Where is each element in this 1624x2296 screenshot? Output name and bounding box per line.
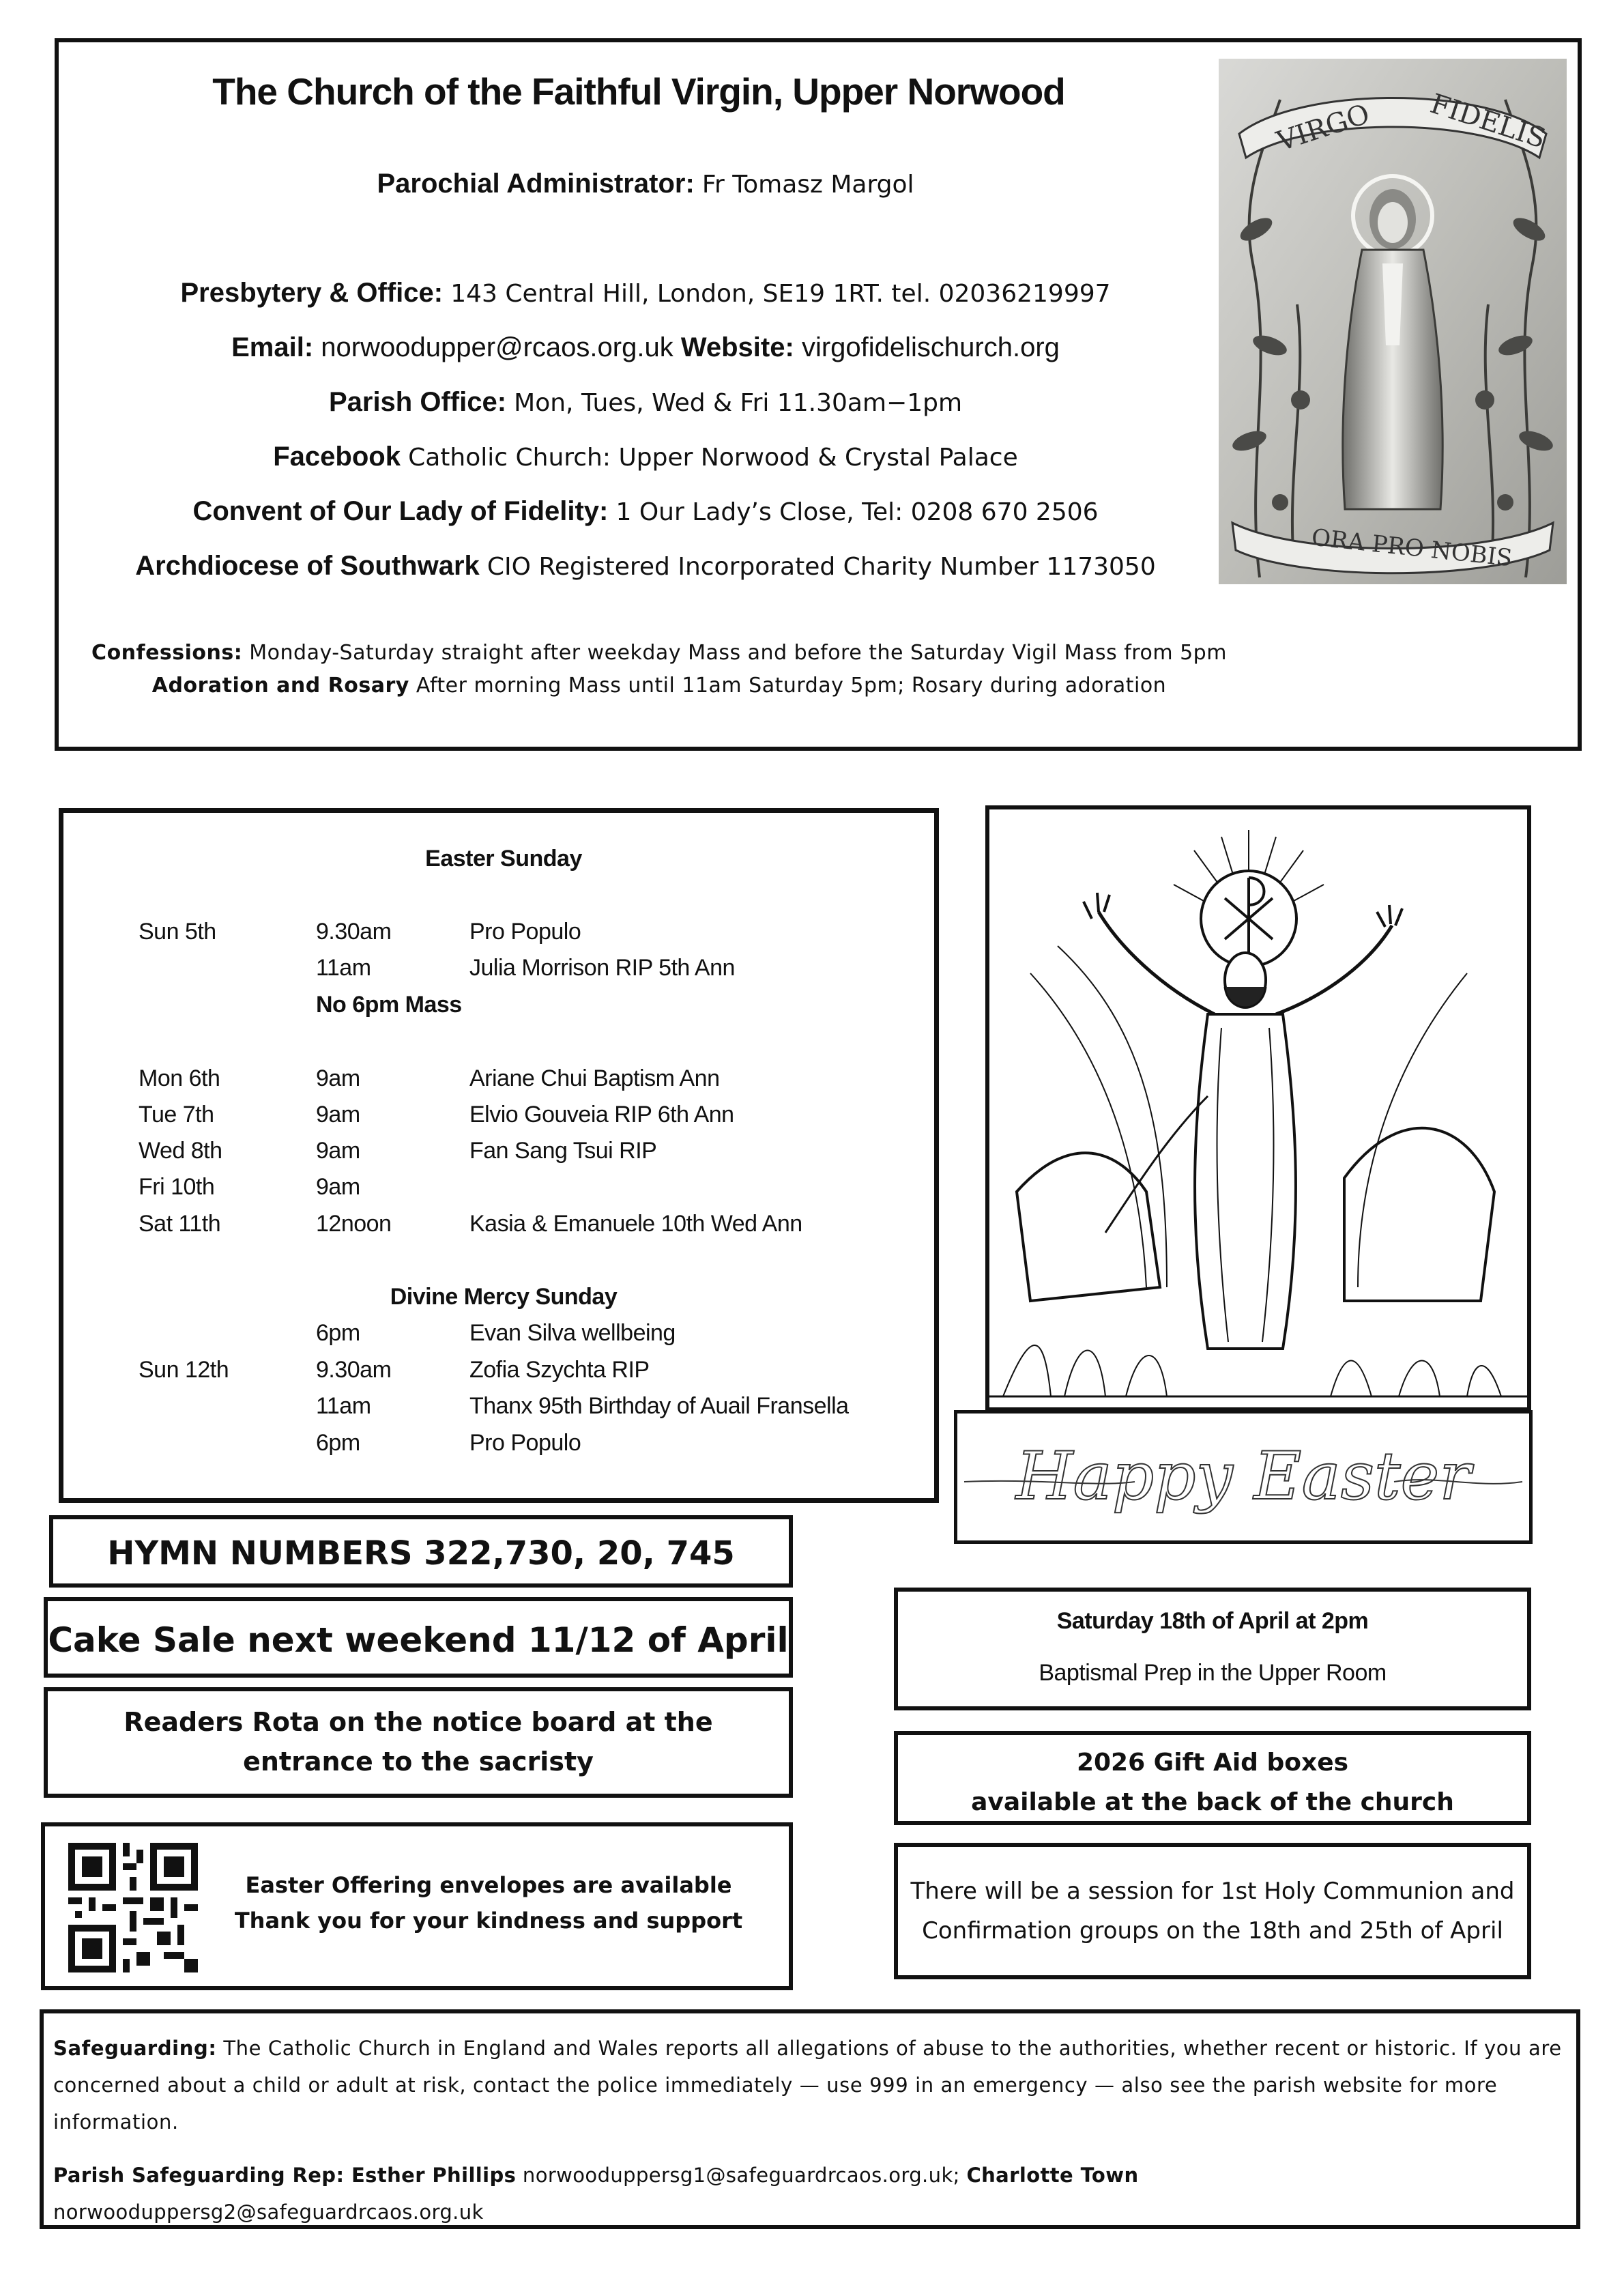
banner-text-ora-pro-nobis: ORA PRO NOBIS <box>1310 523 1514 573</box>
communion-line1: There will be a session for 1st Holy Communion and <box>910 1878 1515 1905</box>
mass-list <box>63 813 944 1508</box>
email-line: Email: norwoodupper@rcaos.org.uk Website: virgofidelischurch.org <box>231 332 1060 362</box>
presbytery-line: Presbytery & Office: 143 Central Hill, London, SE19 1RT. tel. 02036219997 <box>180 278 1111 308</box>
baptism-prep-title: Saturday 18th of April at 2pm <box>1056 1608 1369 1634</box>
mass-row: Sun 12th 9.30am Zofia Szychta RIP <box>139 1357 650 1383</box>
easter-offering-line1: Easter Offering envelopes are available <box>245 1872 732 1898</box>
communion-box <box>894 1843 1531 1979</box>
mass-row: 6pm Pro Populo <box>316 1430 581 1456</box>
cake-sale-box <box>44 1597 793 1678</box>
divine-mercy-heading: Divine Mercy Sunday <box>390 1284 618 1310</box>
mass-row: Fri 10th 9am <box>139 1174 360 1200</box>
mass-row: 11am Julia Morrison RIP 5th Ann <box>316 955 735 981</box>
adoration-line: Adoration and Rosary After morning Mass until 11am Saturday 5pm; Rosary during adoration <box>151 674 1167 698</box>
rep-email-1[interactable]: norwooduppersg1@safeguardrcaos.org.uk; <box>522 2164 960 2187</box>
mass-row: Tue 7th 9am Elvio Gouveia RIP 6th Ann <box>139 1102 734 1128</box>
gift-aid-box <box>894 1731 1531 1825</box>
mass-row: Sun 5th 9.30am Pro Populo <box>139 919 581 945</box>
mass-row: 6pm Evan Silva wellbeing <box>316 1320 676 1346</box>
readers-rota-box <box>44 1687 793 1798</box>
confessions-line: Confessions: Monday-Saturday straight after weekday Mass and before the Saturday Vigil Mass from 5pm <box>91 641 1227 665</box>
mass-schedule-box <box>59 808 939 1503</box>
mass-row: Sat 11th 12noon Kasia & Emanuele 10th Wed Ann <box>139 1211 802 1237</box>
convent-line: Convent of Our Lady of Fidelity: 1 Our Lady’s Close, Tel: 0208 670 2506 <box>192 496 1099 526</box>
baptism-prep-text: Baptismal Prep in the Upper Room <box>1039 1660 1387 1686</box>
gift-aid-line1: 2026 Gift Aid boxes <box>1076 1749 1349 1777</box>
hymn-numbers-box <box>49 1515 793 1588</box>
archdiocese-line: Archdiocese of Southwark CIO Registered Incorporated Charity Number 1173050 <box>135 551 1156 581</box>
mass-row: Mon 6th 9am Ariane Chui Baptism Ann <box>139 1065 720 1091</box>
risen-christ-image <box>985 805 1531 1411</box>
readers-rota-line2: entrance to the sacristy <box>243 1747 594 1777</box>
happy-easter-text: Happy Easter <box>1015 1438 1471 1515</box>
mass-row: Wed 8th 9am Fan Sang Tsui RIP <box>139 1138 657 1164</box>
communion-line2: Confirmation groups on the 18th and 25th of April <box>922 1917 1503 1945</box>
baptism-prep-box <box>894 1588 1531 1710</box>
hymn-numbers: HYMN NUMBERS 322,730, 20, 745 <box>107 1534 735 1573</box>
rep-email-2[interactable]: norwooduppersg2@safeguardrcaos.org.uk <box>53 2200 484 2224</box>
cake-sale-text: Cake Sale next weekend 11/12 of April <box>48 1620 789 1660</box>
administrator-line: Parochial Administrator: Fr Tomasz Margol <box>377 169 914 199</box>
banner-text-virgo: VIRGO <box>1273 98 1374 158</box>
easter-sunday-heading: Easter Sunday <box>425 846 582 872</box>
easter-offering-line2: Thank you for your kindness and support <box>234 1908 743 1934</box>
gift-aid-line2: available at the back of the church <box>971 1788 1454 1816</box>
mass-row: No 6pm Mass <box>316 992 462 1018</box>
banner-text-fidelis: FIDELIS <box>1426 87 1550 155</box>
header-box <box>55 38 1582 751</box>
safeguarding-box <box>40 2009 1580 2229</box>
website-link[interactable]: virgofidelischurch.org <box>801 332 1060 362</box>
safeguarding-reps: Parish Safeguarding Rep: Esther Phillips norwooduppersg1@safeguardrcaos.org.uk; Charlotte Town norwooduppersg2@safeguardrcaos.org.uk <box>53 2164 1139 2224</box>
office-hours-line: Parish Office: Mon, Tues, Wed & Fri 11.30am−1pm <box>328 387 963 417</box>
easter-offering-box <box>41 1822 793 1990</box>
qr-code[interactable] <box>68 1843 198 1972</box>
readers-rota-line1: Readers Rota on the notice board at the <box>124 1707 713 1737</box>
email-link[interactable]: norwoodupper@rcaos.org.uk <box>321 332 673 362</box>
facebook-line: Facebook Catholic Church: Upper Norwood & Crystal Palace <box>273 442 1018 472</box>
happy-easter-box <box>954 1410 1533 1544</box>
church-name: The Church of the Faithful Virgin, Upper Norwood <box>212 70 1065 113</box>
virgo-fidelis-banner-image <box>1219 59 1567 584</box>
safeguarding-statement: Safeguarding: The Catholic Church in England and Wales reports all allegations of abuse to the authorities, whether recent or historic. If you are concerned about a child or adult at risk, contact the police immediately — use 999 in an emergency — also see the parish website for more information. <box>53 2037 1562 2134</box>
mass-row: 11am Thanx 95th Birthday of Auail Fransella <box>316 1393 849 1419</box>
